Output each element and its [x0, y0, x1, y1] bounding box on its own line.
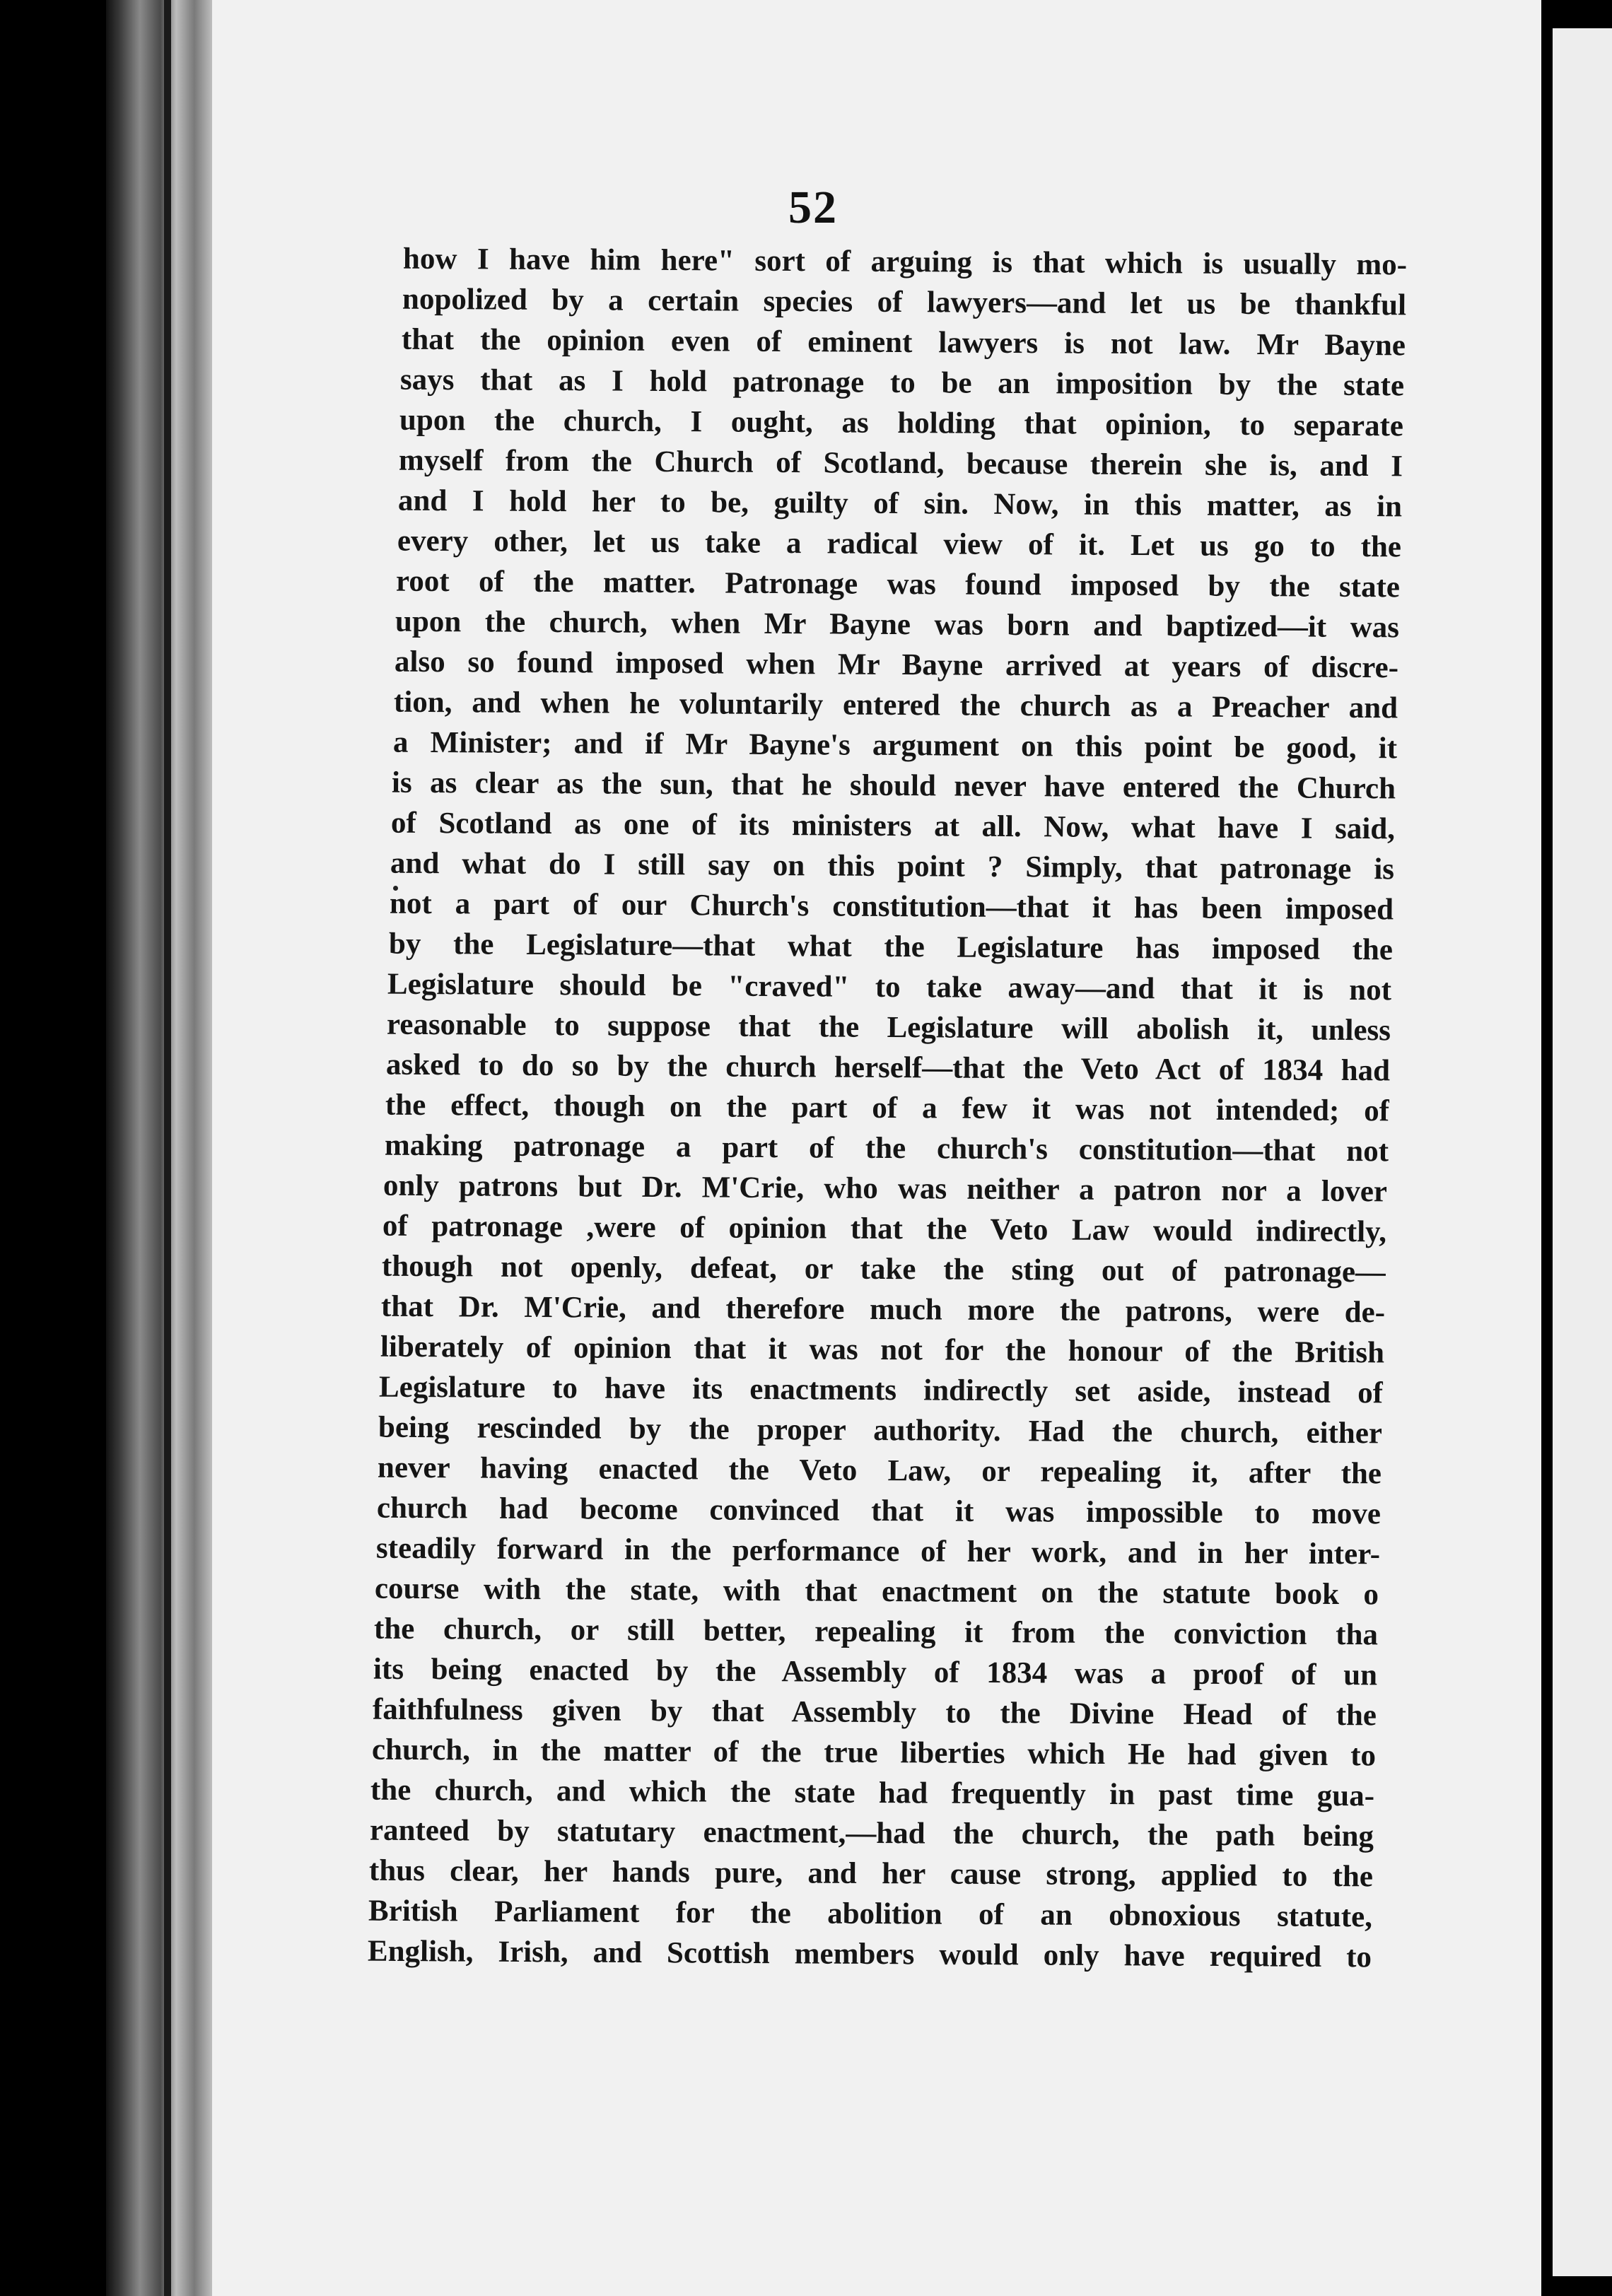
text-line: nopolized by a certain species of lawyers—and let us be thankful	[402, 282, 1407, 322]
text-line: liberately of opinion that it was not for the honour of the British	[380, 1330, 1385, 1370]
text-line: being rescinded by the proper authority. Had the church, either	[378, 1410, 1383, 1451]
text-line: reasonable to suppose that the Legislature will abolish it, unless	[386, 1007, 1391, 1048]
text-line: and what do I still say on this point ? Simply, that patronage is	[390, 846, 1395, 886]
text-line: not a part of our Church's constitution—that it has been imposed	[389, 886, 1394, 927]
text-line: myself from the Church of Scotland, because therein she is, and I	[398, 443, 1403, 484]
text-line: Legislature to have its enactments indirectly set aside, instead of	[378, 1370, 1384, 1410]
text-line: by the Legislature—that what the Legislature has imposed the	[388, 927, 1394, 967]
text-line: says that as I hold patronage to be an imposition by the state	[399, 363, 1405, 403]
body-text	[367, 242, 1408, 1974]
page-number: 52	[788, 182, 838, 233]
text-line: upon the church, I ought, as holding that opinion, to separate	[399, 403, 1404, 443]
text-line: how I have him here" sort of arguing is that which is usually mo-	[402, 242, 1408, 282]
text-line: British Parliament for the abolition of an obnoxious statute,	[368, 1894, 1373, 1934]
text-line: root of the matter. Patronage was found imposed by the state	[395, 564, 1401, 604]
text-line: of Scotland as one of its ministers at all. Now, what have I said,	[390, 806, 1396, 846]
text-line: thus clear, her hands pure, and her cause strong, applied to the	[368, 1853, 1374, 1894]
text-line: tion, and when he voluntarily entered the church as a Preacher and	[393, 685, 1398, 725]
text-line: Legislature should be "craved" to take away—and that it is not	[387, 967, 1392, 1007]
text-line: ranteed by statutary enactment,—had the church, the path being	[369, 1813, 1374, 1853]
text-line: faithfulness given by that Assembly to the Divine Head of the	[372, 1692, 1377, 1733]
book-binding-gutter	[106, 0, 219, 2296]
text-line: upon the church, when Mr Bayne was born and baptized—it was	[395, 604, 1400, 645]
text-line: though not openly, defeat, or take the sting out of patronage—	[381, 1249, 1386, 1289]
text-line: the church, or still better, repealing it from the conviction tha	[373, 1612, 1379, 1652]
text-line: that Dr. M'Crie, and therefore much more the patrons, were de-	[380, 1289, 1386, 1330]
text-line: also so found imposed when Mr Bayne arrived at years of discre-	[394, 645, 1399, 685]
text-line: and I hold her to be, guilty of sin. Now, in this matter, as in	[397, 484, 1403, 524]
text-line: course with the state, with that enactment on the statute book o	[374, 1571, 1379, 1612]
text-line: making patronage a part of the church's constitution—that not	[384, 1128, 1389, 1168]
text-line: never having enacted the Veto Law, or repealing it, after the	[377, 1451, 1382, 1491]
text-line: its being enacted by the Assembly of 1834 was a proof of un	[373, 1652, 1378, 1692]
adjacent-page-edge	[1553, 28, 1612, 2276]
text-line: church, in the matter of the true liberties which He had given to	[371, 1733, 1377, 1773]
text-line: the effect, though on the part of a few it was not intended; of	[385, 1088, 1390, 1128]
text-line: is as clear as the sun, that he should never have entered the Church	[391, 766, 1396, 806]
text-line: steadily forward in the performance of her work, and in her inter-	[375, 1531, 1381, 1571]
text-line: English, Irish, and Scottish members would only have required to	[367, 1934, 1372, 1974]
gutter-shadow-line	[164, 0, 171, 2296]
text-line: only patrons but Dr. M'Crie, who was neither a patron nor a lover	[382, 1168, 1388, 1209]
text-line: the church, and which the state had frequently in past time gua-	[370, 1773, 1375, 1813]
text-line: asked to do so by the church herself—that the Veto Act of 1834 had	[385, 1048, 1391, 1088]
text-line: church had become convinced that it was impossible to move	[376, 1491, 1382, 1531]
text-line: a Minister; and if Mr Bayne's argument on this point be good, it	[392, 725, 1398, 766]
text-line: of patronage ,were of opinion that the Veto Law would indirectly,	[382, 1209, 1387, 1249]
text-line: every other, let us take a radical view of it. Let us go to the	[397, 524, 1402, 564]
text-line: that the opinion even of eminent lawyers is not law. Mr Bayne	[401, 322, 1406, 363]
